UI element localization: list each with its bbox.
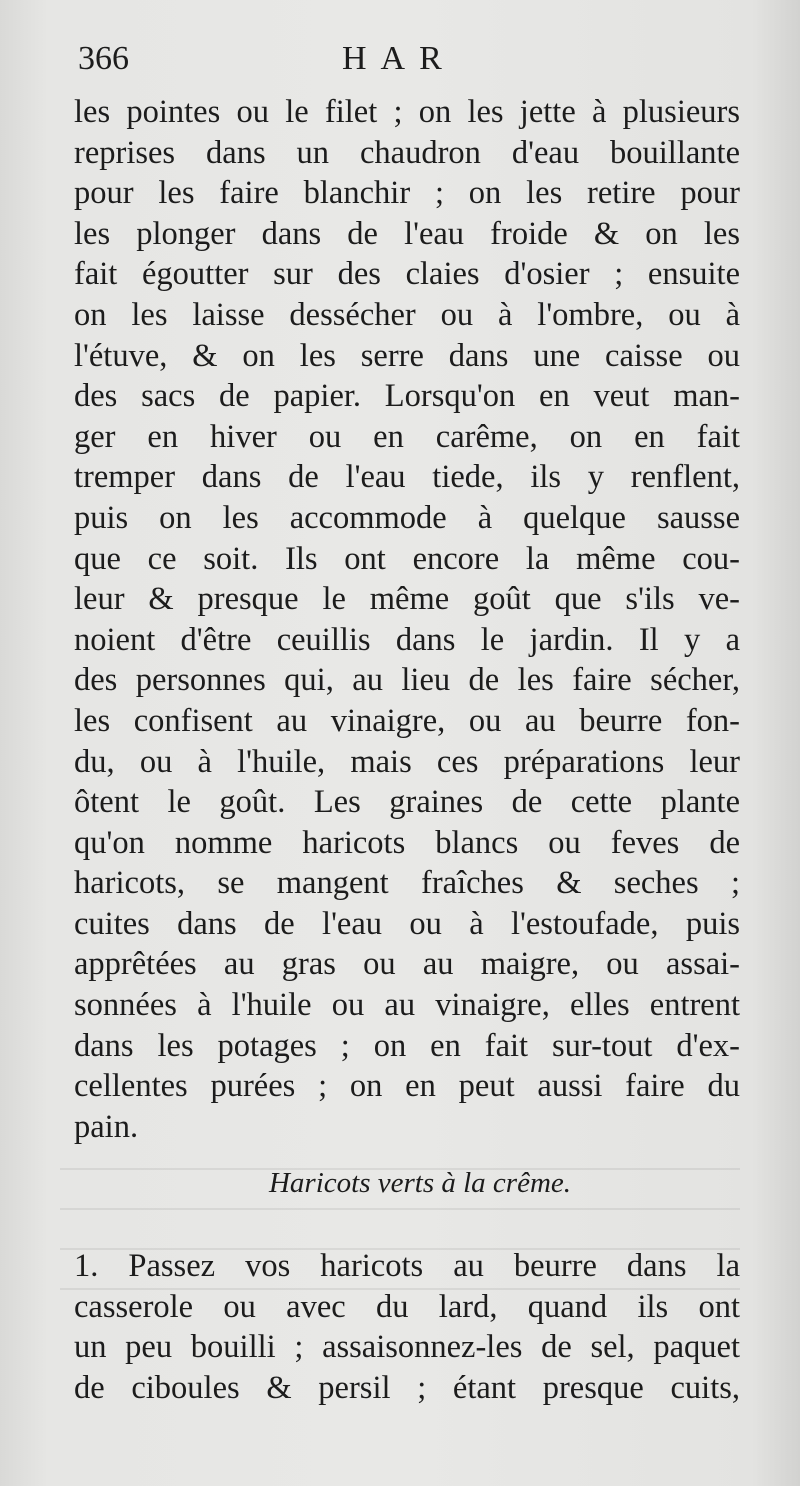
text-line: puis on les accommode à quelque sausse <box>74 499 740 536</box>
text-line: pain. <box>74 1108 139 1145</box>
text-line: haricots, se mangent fraîches & seches ; <box>74 865 740 902</box>
text-line: cellentes purées ; on en peut aussi faire du <box>74 1068 740 1105</box>
text-line: on les laisse dessécher ou à l'ombre, ou à <box>74 296 740 333</box>
text-line: du, ou à l'huile, mais ces préparations leur <box>74 743 740 780</box>
text-line: cuites dans de l'eau ou à l'estoufade, puis <box>74 905 740 942</box>
text-line: casserole ou avec du lard, quand ils ont <box>74 1288 740 1325</box>
text-line: ôtent le goût. Les graines de cette plante <box>74 784 740 821</box>
text-line: leur & presque le même goût que s'ils ve- <box>74 581 740 618</box>
text-line: que ce soit. Ils ont encore la même cou- <box>74 540 740 577</box>
text-line: apprêtées au gras ou au maigre, ou assai- <box>74 946 740 983</box>
text-line: des personnes qui, au lieu de les faire sécher, <box>74 662 740 699</box>
text-line: ger en hiver ou en carême, on en fait <box>74 418 740 455</box>
page-number: 366 <box>78 40 129 77</box>
text-line: les pointes ou le filet ; on les jette à plusieurs <box>74 94 740 130</box>
text-line: qu'on nomme haricots blancs ou feves de <box>74 824 740 861</box>
text-line: sonnées à l'huile ou au vinaigre, elles entrent <box>74 987 740 1024</box>
text-line: dans les potages ; on en fait sur-tout d'ex- <box>74 1027 740 1064</box>
page-header <box>78 40 738 90</box>
text-line: tremper dans de l'eau tiede, ils y renflent, <box>74 459 740 496</box>
text-line: des sacs de papier. Lorsqu'on en veut man- <box>74 378 740 415</box>
text-line: les confisent au vinaigre, ou au beurre fon- <box>74 702 740 739</box>
text-line: de ciboules & persil ; étant presque cuits, <box>74 1369 740 1406</box>
recipe-title: Haricots verts à la crême. <box>268 1167 572 1199</box>
recipe-text <box>74 1246 740 1408</box>
text-line: un peu bouilli ; assaisonnez-les de sel, paquet <box>74 1329 740 1366</box>
running-head: HAR <box>342 40 456 77</box>
text-line: les plonger dans de l'eau froide & on les <box>74 215 740 252</box>
text-line: l'étuve, & on les serre dans une caisse ou <box>74 337 740 374</box>
text-line: 1. Passez vos haricots au beurre dans la <box>74 1248 740 1284</box>
text-line: reprises dans un chaudron d'eau bouillante <box>74 134 740 171</box>
text-line: noient d'être ceuillis dans le jardin. Il y a <box>74 621 740 658</box>
text-line: pour les faire blanchir ; on les retire pour <box>74 175 740 212</box>
body-text <box>74 92 740 1147</box>
text-line: fait égoutter sur des claies d'osier ; ensuite <box>74 256 740 293</box>
